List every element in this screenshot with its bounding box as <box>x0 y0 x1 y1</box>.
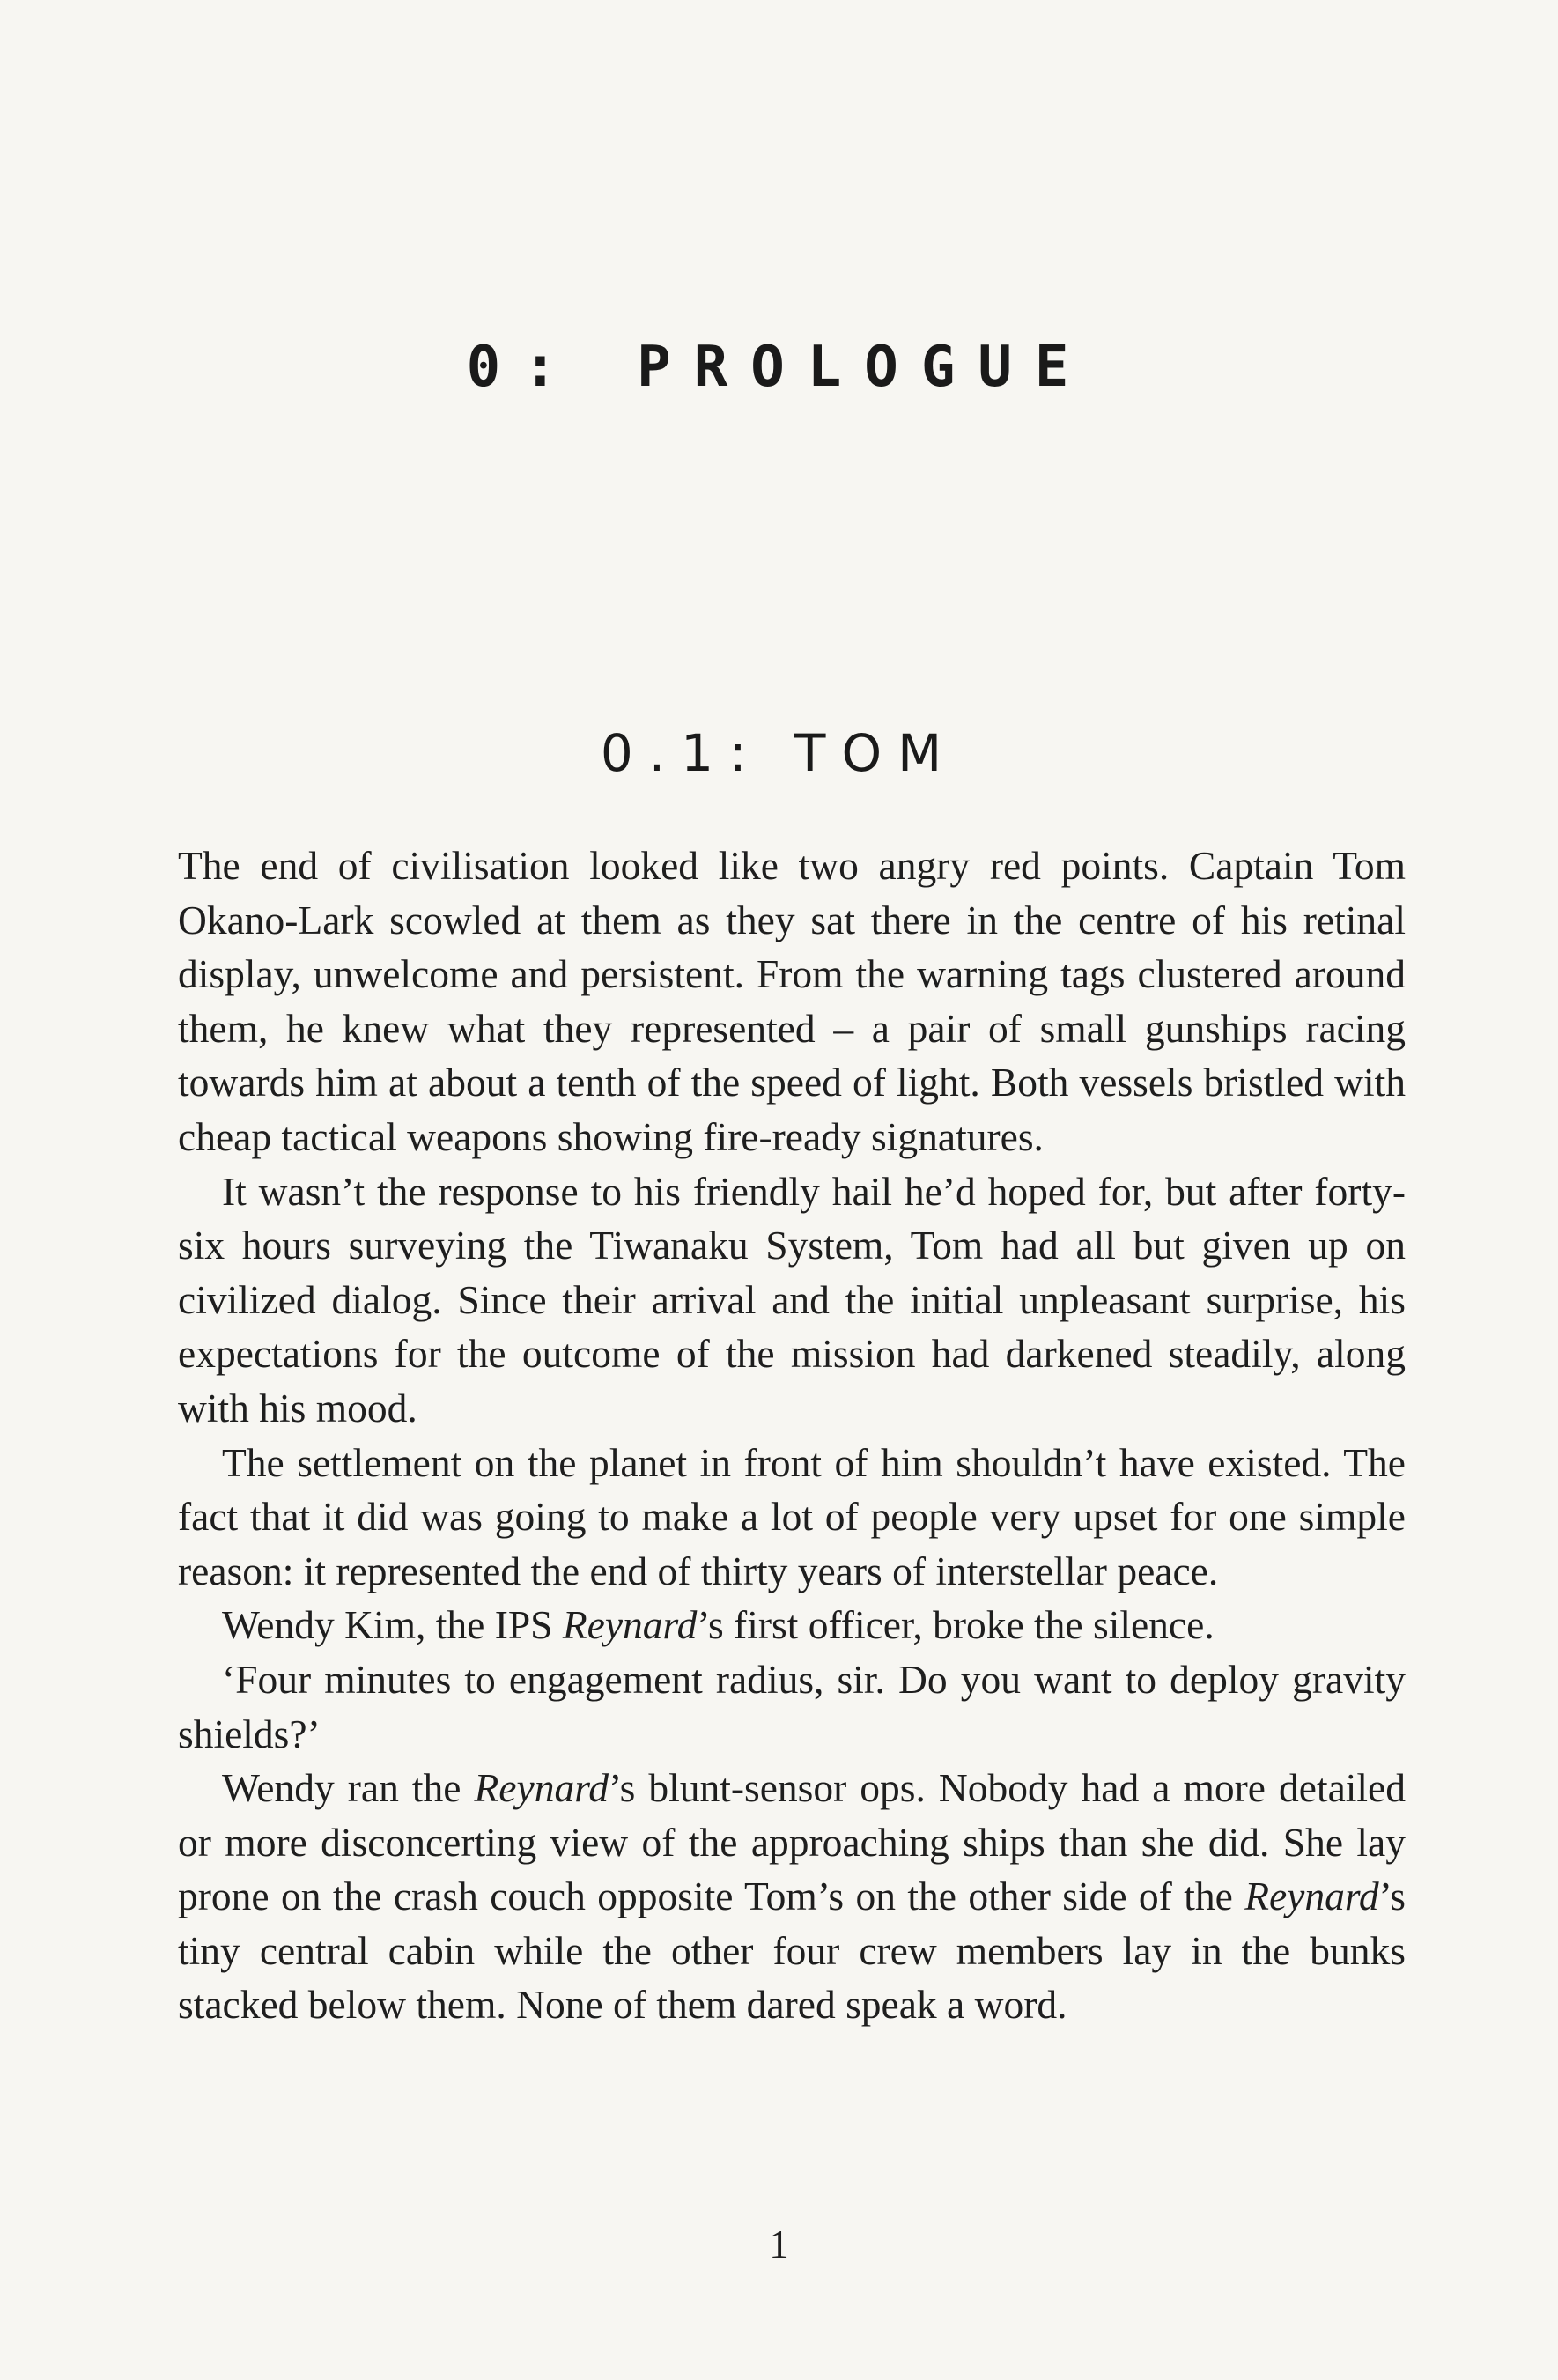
page-number: 1 <box>769 2222 789 2266</box>
paragraph <box>178 839 1406 1164</box>
text-run: ‘Four minutes to engagement radius, sir. Do you want to deploy gravity shields?’ <box>178 1656 1406 1756</box>
body-text <box>178 839 1406 2032</box>
text-run: It wasn’t the response to his friendly hail he’d hoped for, but after forty-six hours surveying the Tiwanaku System, Tom had all but given up on civilized dialog. Since their arrival and the initial unpleasant surprise, his expectations for the outcome of the mission had darkened steadily, along with his mood. <box>178 1168 1406 1430</box>
paragraph <box>178 1598 1406 1652</box>
text-run: Wendy Kim, the IPS <box>222 1602 563 1648</box>
text-run: ’s blunt-sensor ops. Nobody had a more detailed or more disconcerting view of the approaching ships than she did. She lay prone on the crash couch opposite Tom’s on the other side of the <box>178 1765 1407 1919</box>
ship-name-italic: Reynard <box>562 1602 698 1648</box>
paragraph <box>178 1164 1406 1436</box>
text-run: ’s tiny central cabin while the other four crew members lay in the bunks stacked below them. None of them dared speak a word. <box>178 1874 1406 2028</box>
paragraph <box>178 1761 1406 2032</box>
section-title: 0.1: TOM <box>600 723 958 783</box>
paragraph <box>178 1652 1406 1761</box>
text-run: Wendy ran the <box>222 1765 475 1811</box>
chapter-title: 0: PROLOGUE <box>466 335 1092 400</box>
ship-name-italic: Reynard <box>1244 1874 1379 1919</box>
ship-name-italic: Reynard <box>474 1765 609 1811</box>
text-run: ’s first officer, broke the silence. <box>697 1602 1215 1648</box>
text-run: The settlement on the planet in front of him shouldn’t have existed. The fact that it did was going to make a lot of people very upset for one simple reason: it represented the end of thirty years of interstellar peace. <box>178 1439 1406 1593</box>
text-run: The end of civilisation looked like two angry red points. Captain Tom Okano-Lark scowled at them as they sat there in the centre of his retinal display, unwelcome and persistent. From the warning tags clustered around them, he knew what they represented – a pair of small gunships racing towards him at about a tenth of the speed of light. Both vessels bristled with cheap tactical weapons showing fire-ready signatures. <box>178 843 1406 1159</box>
paragraph <box>178 1436 1406 1599</box>
